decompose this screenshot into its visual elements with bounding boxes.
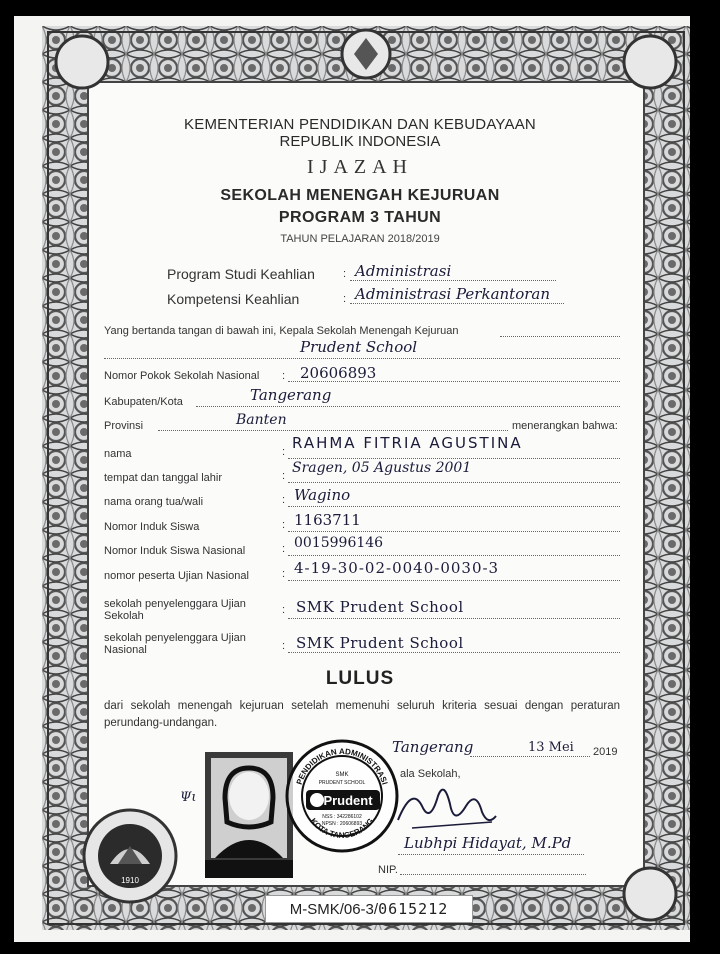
- nisn-value: 0015996146: [294, 535, 384, 551]
- colon: :: [282, 640, 286, 652]
- competency-label: Kompetensi Keahlian: [167, 291, 300, 307]
- signature-year: 2019: [593, 746, 618, 758]
- national-exam-label-line1: sekolah penyelenggara Ujian: [104, 632, 246, 644]
- nip-label: NIP.: [378, 864, 398, 876]
- school-exam-value: SMK Prudent School: [296, 598, 464, 616]
- dotted-line: [288, 618, 620, 619]
- city-label: Kabupaten/Kota: [104, 396, 183, 408]
- dotted-line: [104, 358, 620, 359]
- program-heading: PROGRAM 3 TAHUN: [278, 209, 442, 226]
- competency-value: Administrasi Perkantoran: [355, 285, 551, 303]
- birth-label: tempat dan tanggal lahir: [104, 472, 223, 484]
- official-stamp: [284, 738, 400, 854]
- dotted-line: [288, 531, 620, 532]
- npsn-value: 20606893: [300, 364, 377, 382]
- school-type-heading: SEKOLAH MENENGAH KEJURUAN: [220, 187, 500, 204]
- birth-value: Sragen, 05 Agustus 2001: [292, 460, 472, 476]
- national-exam-label: [104, 632, 246, 656]
- dotted-line: [470, 756, 590, 757]
- document-title: IJAZAH: [307, 156, 413, 178]
- dotted-line: [196, 406, 620, 407]
- nisn-label: Nomor Induk Siswa Nasional: [104, 545, 246, 557]
- dotted-line: [400, 874, 586, 875]
- academic-year: TAHUN PELAJARAN 2018/2019: [280, 233, 440, 245]
- dotted-line: [288, 506, 620, 507]
- ministry-heading: KEMENTERIAN PENDIDIKAN DAN KEBUDAYAAN: [184, 116, 536, 133]
- country-heading: REPUBLIK INDONESIA: [279, 133, 441, 150]
- dotted-line: [288, 580, 620, 581]
- npsn-label: Nomor Pokok Sekolah Nasional: [104, 370, 260, 382]
- student-photo: [205, 752, 293, 878]
- serial-digits: 0615212: [378, 900, 449, 918]
- serial-number: [265, 895, 473, 923]
- dotted-line: [288, 555, 620, 556]
- principal-signature: [392, 776, 502, 838]
- school-exam-label-line1: sekolah penyelenggara Ujian: [104, 598, 246, 610]
- signer-name: Lubhpi Hidayat, M.Pd: [404, 834, 572, 852]
- dotted-line: [350, 280, 556, 281]
- colon: :: [343, 268, 347, 280]
- school-name-value: Prudent School: [300, 338, 418, 356]
- nis-value: 1163711: [294, 511, 361, 529]
- city-value: Tangerang: [250, 386, 332, 404]
- stamp-smk: SMK: [335, 772, 349, 778]
- stamp-bottom-text: KOTA TANGERANG: [308, 816, 376, 841]
- dotted-line: [158, 430, 508, 431]
- colon: :: [282, 604, 286, 616]
- graduation-status: LULUS: [325, 668, 395, 689]
- colon: :: [282, 568, 286, 580]
- colon: :: [282, 370, 286, 382]
- thumb-signature-mark: Ψι: [180, 790, 197, 805]
- school-exam-label: [104, 598, 246, 622]
- dotted-line: [288, 482, 620, 483]
- study-program-value: Administrasi: [355, 262, 452, 280]
- parent-value: Wagino: [294, 486, 351, 504]
- graduation-statement: dari sekolah menengah kejuruan setelah memenuhi seluruh kriteria sesuai dengan peraturan perundang-undangan.: [104, 700, 620, 729]
- stamp-top-text: PENDIDIKAN ADMINISTRASI: [294, 746, 390, 786]
- school-exam-label-line2: Sekolah: [104, 610, 144, 622]
- study-program-label: Program Studi Keahlian: [167, 266, 315, 282]
- dotted-line: [288, 458, 620, 459]
- dotted-line: [398, 854, 584, 855]
- emblem-year: 1910: [121, 876, 139, 885]
- stamp-npsn: NPSN : 20606893: [321, 821, 363, 827]
- serial-prefix: M-SMK/06-3/: [289, 901, 379, 918]
- name-label: nama: [104, 448, 132, 460]
- dotted-line: [350, 303, 564, 304]
- signature-date: 13 Mei: [528, 740, 574, 755]
- stamp-school: PRUDENT SCHOOL: [318, 780, 366, 786]
- exam-number-value: 4-19-30-02-0040-0030-3: [294, 559, 500, 577]
- student-name-value: RAHMA FITRIA AGUSTINA: [292, 434, 523, 452]
- certifies-text: menerangkan bahwa:: [512, 420, 618, 432]
- nis-label: Nomor Induk Siswa: [104, 521, 200, 533]
- signature-role: ala Sekolah,: [400, 768, 461, 780]
- colon: :: [282, 470, 286, 482]
- province-value: Banten: [236, 412, 287, 428]
- stamp-nss: NSS : 342286102: [322, 814, 362, 820]
- colon: :: [282, 446, 286, 458]
- national-exam-value: SMK Prudent School: [296, 634, 464, 652]
- ministry-emblem: [80, 806, 180, 906]
- parent-label: nama orang tua/wali: [104, 496, 204, 508]
- colon: :: [282, 519, 286, 531]
- colon: :: [282, 494, 286, 506]
- dotted-line: [288, 652, 620, 653]
- intro-text: Yang bertanda tangan di bawah ini, Kepala Sekolah Menengah Kejuruan: [104, 325, 459, 337]
- dotted-line: [500, 336, 620, 337]
- national-exam-label-line2: Nasional: [104, 644, 147, 656]
- colon: :: [343, 293, 347, 305]
- stamp-brand: Prudent: [323, 793, 373, 808]
- signature-place: Tangerang: [392, 738, 474, 756]
- colon: :: [282, 543, 286, 555]
- province-label: Provinsi: [104, 420, 144, 432]
- exam-number-label: nomor peserta Ujian Nasional: [104, 570, 249, 582]
